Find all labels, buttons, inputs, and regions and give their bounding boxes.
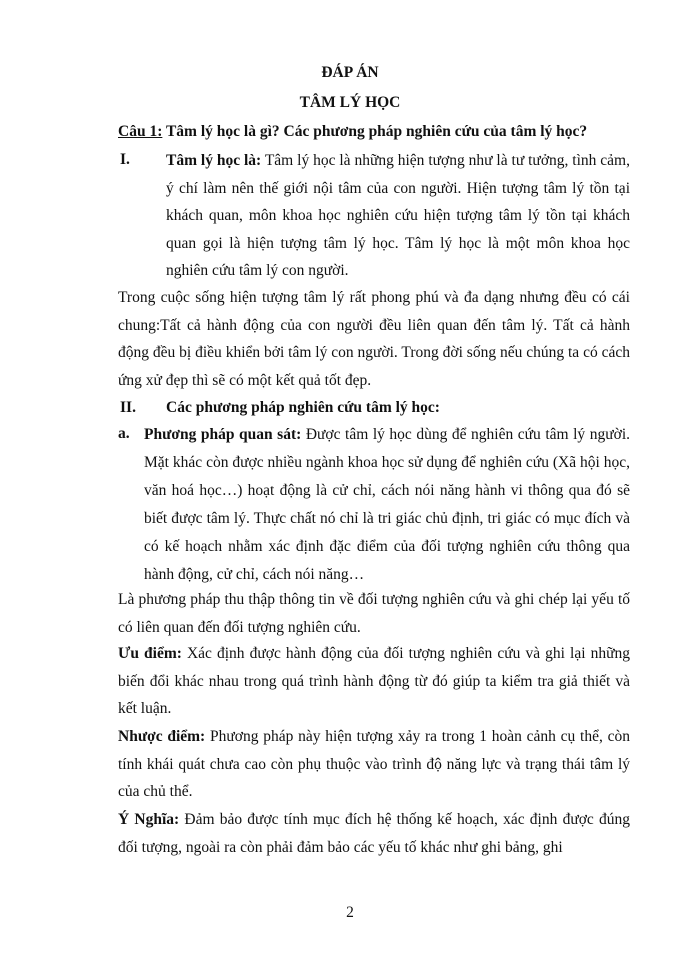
item-a-marker: a. (118, 425, 130, 442)
meaning-text: Đảm bảo được tính mục đích hệ thống kế hoạch, xác định được đúng đối tượng, ngoài ra còn phải đảm bảo các yếu tố khác như ghi bảng, ghi (118, 811, 630, 856)
question-1-text: Tâm lý học là gì? Các phương pháp nghiên cứu của tâm lý học? (162, 123, 588, 140)
disadvantage-paragraph (118, 723, 630, 806)
section-1-body: Tâm lý học là những hiện tượng như là tư tưởng, tình cảm, ý chí làm nên thế giới nội tâm của con người. Hiện tượng tâm lý tồn tại khách quan, môn khoa học nghiên cứu hiện tượng tâm lý tồn tại khách quan gọi là hiện tượng tâm lý học. Tâm lý học là một môn khoa học nghiên cứu tâm lý con người. (166, 152, 630, 279)
section-1-heading: Tâm lý học là: (166, 152, 262, 169)
advantage-text: Xác định được hành động của đối tượng nghiên cứu và ghi lại những biến đổi khác nhau trong quá trình hành động từ đó giúp ta kiểm tra giả thiết và kết luận. (118, 645, 630, 717)
section-1-number: I. (120, 151, 130, 168)
item-a-body: Được tâm lý học dùng để nghiên cứu tâm lý người. Mặt khác còn được nhiều ngành khoa học sử dụng để nghiên cứu (Xã hội học, văn hoá học…) hoạt động là cử chỉ, cách nói năng hành vi thông qua đó sẽ biết được tâm lý. Thực chất nó chỉ là tri giác chủ định, tri giác có mục đích và có kế hoạch nhằm xác định đặc điểm của đối tượng nghiên cứu thông qua hành động, cử chỉ, cách nói năng… (144, 426, 630, 583)
item-a-paragraph (144, 421, 630, 589)
advantage-paragraph (118, 640, 630, 723)
paragraph-2: Là phương pháp thu thập thông tin về đối tượng nghiên cứu và ghi chép lại yếu tố có liên quan đến đối tượng nghiên cứu. (118, 591, 630, 636)
meaning-label: Ý Nghĩa: (118, 811, 180, 828)
page-number: 2 (346, 904, 354, 921)
paragraph-1: Trong cuộc sống hiện tượng tâm lý rất phong phú và đa dạng nhưng đều có cái chung:Tất cả hành động của con người đều liên quan đến tâm lý. Tất cả hành động đều bị điều khiển bởi tâm lý con người. Trong đời sống nếu chúng ta có cách ứng xử đẹp thì sẽ có một kết quả tốt đẹp. (118, 289, 630, 389)
advantage-label: Ưu điểm: (118, 645, 182, 662)
section-2-number: II. (120, 399, 136, 416)
document-title: ĐÁP ÁN (321, 64, 379, 81)
meaning-paragraph (118, 806, 630, 861)
question-1-heading (118, 123, 587, 141)
section-2-heading: Các phương pháp nghiên cứu tâm lý học: (166, 399, 440, 416)
question-1-label: Câu 1: (118, 123, 163, 140)
section-1-paragraph (166, 147, 630, 285)
item-a-heading: Phương pháp quan sát: (144, 426, 302, 443)
disadvantage-label: Nhược điểm: (118, 728, 206, 745)
disadvantage-text: Phương pháp này hiện tượng xảy ra trong 1 hoàn cảnh cụ thể, còn tính khái quát chưa cao còn phụ thuộc vào trình độ năng lực và trạng thái tâm lý của chủ thể. (118, 728, 630, 800)
document-subtitle: TÂM LÝ HỌC (299, 94, 401, 111)
